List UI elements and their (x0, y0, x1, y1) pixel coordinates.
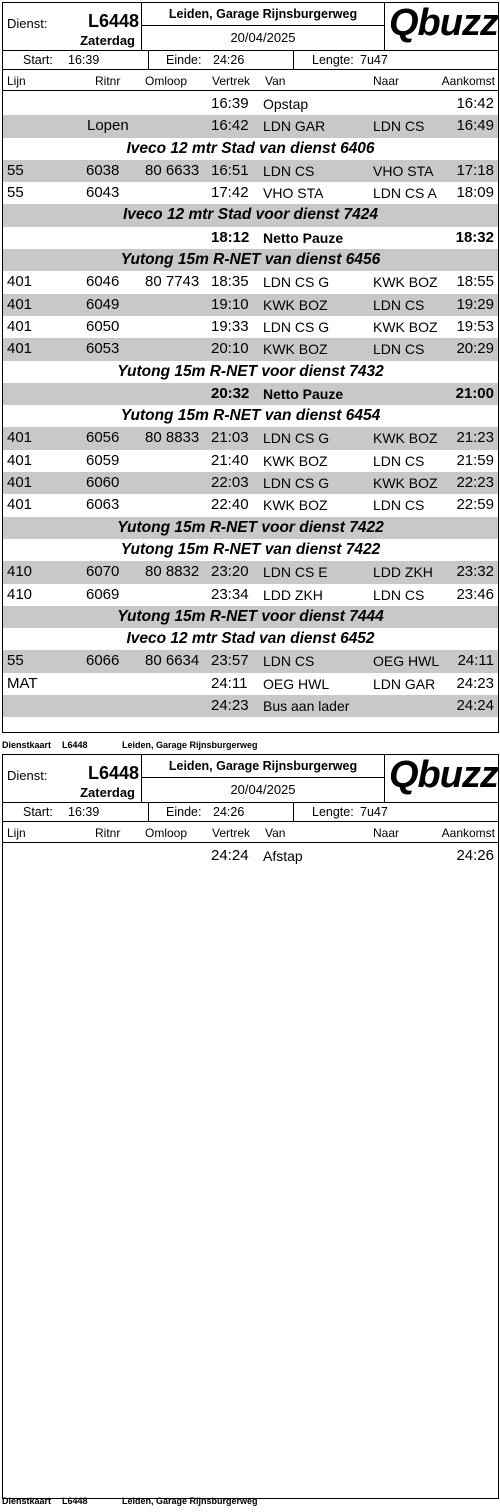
footer-dienst: L6448 (62, 740, 88, 750)
trip-table (3, 845, 498, 867)
naar-cell: LDN CS A (373, 185, 437, 202)
footer-location: Leiden, Garage Rijnsburgerweg (122, 740, 258, 750)
van-cell: Netto Pauze (263, 229, 344, 246)
duty-times-bar (3, 50, 498, 70)
van-cell: KWK BOZ (263, 296, 328, 313)
lijn-cell: 55 (7, 161, 24, 179)
naar-cell: KWK BOZ (373, 274, 438, 291)
trip-row (3, 93, 498, 115)
aankomst-cell: 24:26 (456, 847, 494, 864)
divider (148, 51, 149, 69)
aankomst-cell: 19:29 (456, 295, 494, 313)
lijn-cell: 401 (7, 451, 33, 469)
vehicle-section-row: Yutong 15m R-NET van dienst 6454 (120, 407, 381, 425)
service-date: 20/04/2025 (230, 30, 296, 45)
duty-block (3, 755, 142, 802)
aankomst-cell: 16:42 (456, 95, 494, 112)
start-time: 16:39 (68, 53, 100, 67)
omloop-cell: 80 8832 (145, 563, 200, 581)
col-omloop: Omloop (145, 74, 188, 88)
van-cell: LDN CS E (263, 564, 328, 581)
vertrek-cell: 21:03 (211, 429, 249, 447)
walk-label: Lopen (87, 117, 129, 135)
einde-label: Einde: (166, 53, 202, 67)
trip-row (3, 450, 498, 472)
ritnr-cell: 6049 (86, 295, 120, 313)
ritnr-cell: 6043 (86, 184, 120, 202)
trip-row (3, 338, 498, 360)
start-label: Start: (23, 805, 53, 819)
pause-row (3, 227, 498, 249)
naar-cell: LDN CS (373, 296, 425, 313)
vehicle-section-row: Iveco 12 mtr Stad van dienst 6452 (126, 630, 375, 648)
trip-table (3, 93, 498, 717)
vertrek-cell: 22:03 (211, 474, 249, 492)
vertrek-cell: 23:57 (211, 652, 249, 670)
vertrek-cell: 23:20 (211, 563, 249, 581)
footer-dienst: L6448 (62, 1496, 88, 1506)
lengte-label: Lengte: (312, 53, 354, 67)
vertrek-cell: 20:10 (211, 340, 249, 358)
footer-location: Leiden, Garage Rijnsburgerweg (122, 1496, 258, 1506)
duty-times-bar (3, 802, 498, 822)
van-cell: Afstap (263, 848, 303, 864)
lijn-cell: 410 (7, 585, 33, 603)
van-cell: LDN CS (263, 162, 315, 179)
aankomst-cell: 24:11 (457, 652, 494, 670)
vertrek-cell: 16:42 (211, 117, 249, 135)
col-aankomst: Aankomst (441, 74, 495, 88)
duty-length: 7u47 (360, 53, 388, 67)
vehicle-section-row: Yutong 15m R-NET voor dienst 7444 (3, 606, 498, 628)
lijn-cell: 401 (7, 295, 33, 313)
end-time: 24:26 (213, 805, 245, 819)
service-date: 20/04/2025 (230, 782, 296, 797)
aankomst-cell: 20:29 (456, 340, 494, 358)
omloop-cell: 80 8833 (145, 429, 200, 447)
ritnr-cell: 6053 (86, 340, 120, 358)
naar-cell: LDN CS (373, 341, 425, 358)
naar-cell: VHO STA (373, 162, 434, 179)
card-header (3, 755, 498, 802)
dienst-label: Dienst: (7, 16, 48, 31)
garage-location: Leiden, Garage Rijnsburgerweg (142, 755, 384, 778)
van-cell: OEG HWL (263, 675, 330, 692)
col-aankomst: Aankomst (441, 826, 495, 840)
aankomst-cell: 16:49 (456, 117, 494, 135)
trip-row (3, 584, 498, 606)
divider (293, 51, 294, 69)
duty-card-page-1 (2, 2, 499, 733)
trip-row (3, 182, 498, 204)
lijn-cell: 55 (7, 184, 24, 202)
aankomst-cell: 21:23 (456, 429, 494, 447)
aankomst-cell: 24:24 (456, 697, 494, 715)
vertrek-cell: 16:39 (211, 95, 249, 112)
naar-cell: KWK BOZ (373, 318, 438, 335)
lijn-cell: 401 (7, 429, 33, 447)
lijn-cell: 401 (7, 496, 33, 514)
vehicle-section-row: Yutong 15m R-NET van dienst 7422 (120, 540, 381, 558)
trip-row (3, 673, 498, 695)
omloop-cell: 80 7743 (145, 273, 200, 291)
trip-row (3, 472, 498, 494)
pause-row (3, 383, 498, 405)
qbuzz-logo: Qbuzz (389, 754, 498, 796)
vertrek-cell: 23:34 (211, 585, 249, 603)
ritnr-cell: 6069 (86, 585, 120, 603)
col-ritnr: Ritnr (95, 826, 121, 840)
divider (293, 803, 294, 821)
omloop-cell: 80 6634 (145, 652, 200, 670)
lijn-cell: 401 (7, 474, 33, 492)
naar-cell: LDN CS (373, 497, 425, 514)
dienst-label: Dienst: (7, 768, 48, 783)
naar-cell: LDD ZKH (373, 564, 433, 581)
duty-block (3, 3, 142, 50)
trip-row (3, 271, 498, 293)
col-van: Van (265, 826, 286, 840)
lijn-cell: MAT (7, 674, 38, 692)
col-vertrek: Vertrek (212, 826, 251, 840)
footer-label: Dienstkaart (2, 740, 52, 750)
ritnr-cell: 6046 (86, 273, 120, 291)
dienst-number: L6448 (87, 11, 139, 31)
aankomst-cell: 23:46 (456, 585, 494, 603)
trip-row (3, 650, 498, 672)
vehicle-section-row: Yutong 15m R-NET voor dienst 7432 (117, 362, 384, 380)
naar-cell: LDN GAR (373, 675, 436, 692)
end-time: 24:26 (213, 53, 245, 67)
vertrek-cell: 17:42 (211, 184, 249, 202)
aankomst-cell: 18:09 (456, 184, 494, 202)
vertrek-cell: 21:40 (211, 451, 249, 469)
ritnr-cell: 6056 (86, 429, 120, 447)
omloop-cell: 80 6633 (145, 161, 200, 179)
walk-row (3, 115, 498, 137)
col-van: Van (265, 74, 286, 88)
duty-card-page-2 (2, 754, 499, 1499)
card-header (3, 3, 498, 50)
divider (148, 803, 149, 821)
vehicle-section-row: Iveco 12 mtr Stad van dienst 6406 (126, 139, 375, 157)
dienst-number: L6448 (87, 763, 139, 783)
start-label: Start: (23, 53, 53, 67)
col-omloop: Omloop (145, 826, 188, 840)
col-vertrek: Vertrek (212, 74, 251, 88)
naar-cell: LDN CS (373, 586, 425, 603)
aankomst-cell: 18:55 (456, 273, 494, 291)
van-cell: Opstap (263, 96, 309, 112)
vertrek-cell: 24:24 (211, 847, 249, 864)
ritnr-cell: 6050 (86, 317, 120, 335)
lengte-label: Lengte: (312, 805, 354, 819)
ritnr-cell: 6063 (86, 496, 120, 514)
day-name: Zaterdag (80, 785, 135, 800)
van-cell: LDN CS G (263, 430, 330, 447)
vertrek-cell: 24:11 (211, 674, 248, 692)
van-cell: LDN CS (263, 653, 315, 670)
lijn-cell: 401 (7, 340, 33, 358)
vertrek-cell: 24:23 (211, 697, 249, 715)
location-date-block (142, 3, 385, 50)
column-header-row (3, 823, 498, 843)
van-cell: LDN CS G (263, 274, 330, 291)
einde-label: Einde: (166, 805, 202, 819)
ritnr-cell: 6038 (86, 161, 120, 179)
trip-row (3, 695, 498, 717)
naar-cell: OEG HWL (373, 653, 440, 670)
footer-label: Dienstkaart (2, 1496, 52, 1506)
aankomst-cell: 22:59 (456, 496, 494, 514)
trip-row (3, 294, 498, 316)
col-naar: Naar (373, 826, 400, 840)
naar-cell: KWK BOZ (373, 475, 438, 492)
vertrek-cell: 19:33 (211, 317, 249, 335)
lijn-cell: 401 (7, 273, 33, 291)
aankomst-cell: 19:53 (456, 317, 494, 335)
column-header-row (3, 71, 498, 91)
aankomst-cell: 21:00 (455, 384, 494, 402)
vertrek-cell: 20:32 (211, 384, 250, 402)
ritnr-cell: 6070 (86, 563, 120, 581)
vertrek-cell: 18:12 (211, 228, 250, 246)
day-name: Zaterdag (80, 33, 135, 48)
vehicle-section-row: Yutong 15m R-NET voor dienst 7422 (3, 517, 498, 539)
aankomst-cell: 24:23 (456, 674, 494, 692)
lijn-cell: 55 (7, 652, 24, 670)
van-cell: VHO STA (263, 185, 324, 202)
van-cell: KWK BOZ (263, 452, 328, 469)
vertrek-cell: 22:40 (211, 496, 249, 514)
ritnr-cell: 6066 (86, 652, 120, 670)
vehicle-section-row: Yutong 15m R-NET van dienst 6456 (3, 249, 498, 271)
location-date-block (142, 755, 385, 802)
van-cell: KWK BOZ (263, 497, 328, 514)
start-time: 16:39 (68, 805, 100, 819)
trip-row (3, 316, 498, 338)
vertrek-cell: 16:51 (211, 161, 249, 179)
ritnr-cell: 6060 (86, 474, 120, 492)
lijn-cell: 401 (7, 317, 33, 335)
trip-row (3, 845, 498, 867)
lijn-cell: 410 (7, 563, 33, 581)
van-cell: KWK BOZ (263, 341, 328, 358)
trip-row (3, 427, 498, 449)
van-cell: Bus aan lader (263, 698, 350, 715)
aankomst-cell: 21:59 (456, 451, 494, 469)
garage-location: Leiden, Garage Rijnsburgerweg (142, 3, 384, 26)
qbuzz-logo: Qbuzz (389, 2, 498, 44)
van-cell: LDN CS G (263, 318, 330, 335)
van-cell: LDN CS G (263, 475, 330, 492)
trip-row (3, 494, 498, 516)
vertrek-cell: 19:10 (211, 295, 249, 313)
col-lijn: Lijn (7, 74, 26, 88)
vehicle-section-row: Iveco 12 mtr Stad voor dienst 7424 (3, 204, 498, 226)
duty-length: 7u47 (360, 805, 388, 819)
vertrek-cell: 18:35 (211, 273, 249, 291)
ritnr-cell: 6059 (86, 451, 120, 469)
trip-row (3, 561, 498, 583)
aankomst-cell: 23:32 (456, 563, 494, 581)
aankomst-cell: 22:23 (456, 474, 494, 492)
naar-cell: LDN CS (373, 118, 425, 135)
van-cell: Netto Pauze (263, 385, 344, 402)
aankomst-cell: 18:32 (455, 228, 494, 246)
van-cell: LDN GAR (263, 118, 326, 135)
naar-cell: LDN CS (373, 452, 425, 469)
trip-row (3, 160, 498, 182)
aankomst-cell: 17:18 (456, 161, 494, 179)
naar-cell: KWK BOZ (373, 430, 438, 447)
van-cell: LDD ZKH (263, 586, 323, 603)
col-lijn: Lijn (7, 826, 26, 840)
col-naar: Naar (373, 74, 400, 88)
col-ritnr: Ritnr (95, 74, 121, 88)
